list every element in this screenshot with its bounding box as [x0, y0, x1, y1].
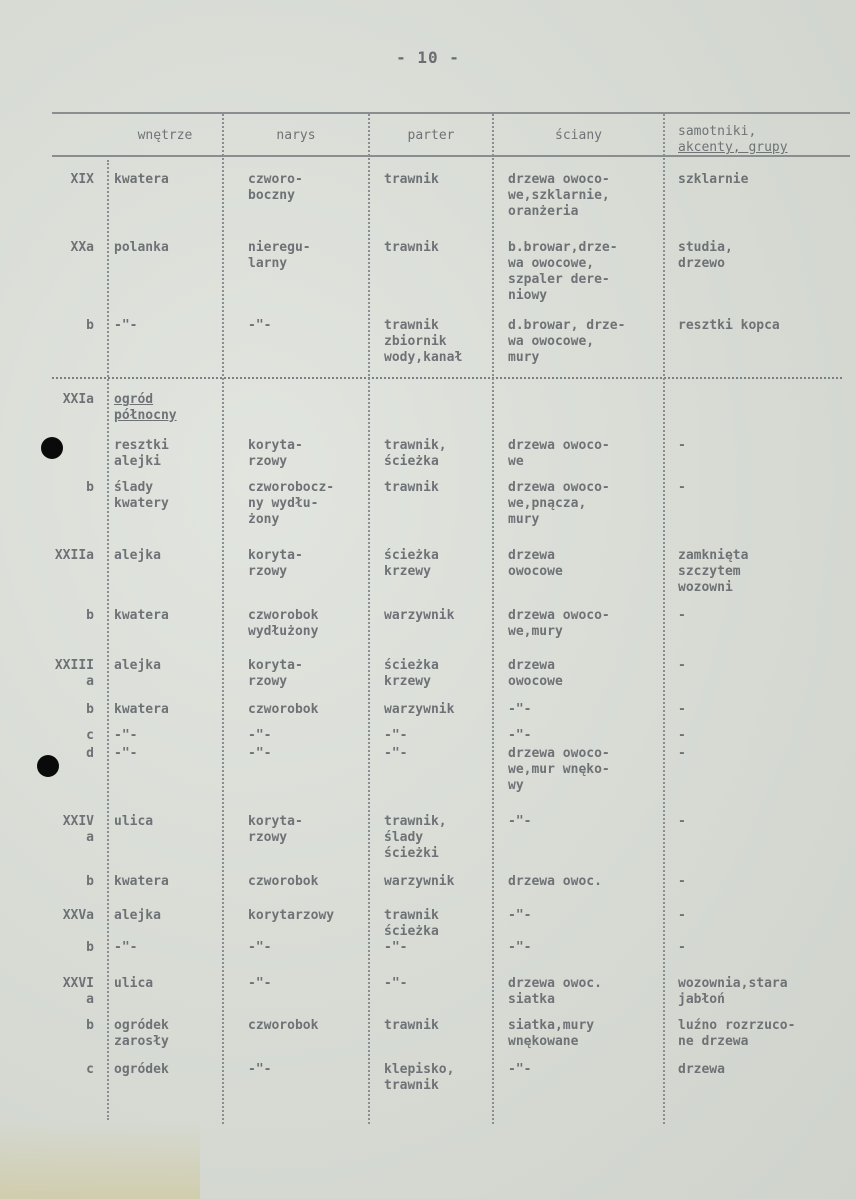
- cell-samotniki: wozownia,stara jabłoń: [678, 976, 788, 1007]
- cell-sciany: drzewa owoco- we,mury: [508, 608, 610, 639]
- cell-samotniki: -: [678, 940, 686, 955]
- cell-samotniki: -: [678, 480, 686, 495]
- cell-sciany: drzewa owoc. siatka: [508, 976, 602, 1007]
- cell-sciany: -"-: [508, 728, 532, 743]
- cell-parter: trawnik: [384, 480, 439, 495]
- cell-sciany: siatka,mury wnękowane: [508, 1018, 595, 1049]
- cell-samotniki: -: [678, 658, 686, 673]
- cell-wnetrze: resztki aleјki: [114, 438, 169, 469]
- cell-parter: warzywnik: [384, 874, 455, 889]
- cell-narys: -"-: [248, 728, 272, 743]
- row-label: XXa: [70, 240, 94, 255]
- cell-samotniki: -: [678, 908, 686, 923]
- cell-sciany: -"-: [508, 1062, 532, 1077]
- cell-narys: -"-: [248, 746, 272, 761]
- cell-samotniki: studia, drzewo: [678, 240, 733, 271]
- cell-wnetrze: -"-: [114, 318, 138, 333]
- cell-narys: -"-: [248, 976, 272, 991]
- punch-hole: [41, 437, 63, 459]
- row-label: b: [86, 874, 94, 889]
- cell-wnetrze: kwatera: [114, 702, 169, 717]
- cell-samotniki: -: [678, 746, 686, 761]
- cell-samotniki: luźno rozrzuco- ne drzewa: [678, 1018, 796, 1049]
- cell-parter: -"-: [384, 976, 408, 991]
- cell-parter: -"-: [384, 940, 408, 955]
- column-rule-4: [492, 114, 494, 1124]
- row-label: d: [86, 746, 94, 761]
- row-label: XXIIa: [54, 548, 94, 563]
- header-sciany: ściany: [555, 128, 602, 143]
- cell-parter: warzywnik: [384, 702, 455, 717]
- paper-stain: [0, 1120, 200, 1199]
- column-rule-1: [107, 160, 109, 1120]
- cell-sciany: -"-: [508, 908, 532, 923]
- cell-wnetrze: kwatera: [114, 172, 169, 187]
- cell-parter: trawnik: [384, 172, 439, 187]
- cell-sciany: drzewa owoco- we,pnącza, mury: [508, 480, 610, 527]
- row-label: c: [86, 728, 94, 743]
- row-label: b: [86, 940, 94, 955]
- cell-parter: trawnik: [384, 240, 439, 255]
- cell-wnetrze: kwatera: [114, 608, 169, 623]
- cell-sciany: b.browar,drze- wa owocowe, szpaler dere- niowy: [508, 240, 618, 303]
- header-wnetrze: wnętrze: [137, 128, 193, 143]
- cell-samotniki: -: [678, 814, 686, 829]
- cell-narys: korytarzowy: [248, 908, 335, 923]
- cell-narys: -"-: [248, 940, 272, 955]
- cell-samotniki: -: [678, 728, 686, 743]
- header-samotniki: [678, 124, 788, 156]
- cell-narys: czworobok wydłużony: [248, 608, 319, 639]
- cell-parter: -"-: [384, 746, 408, 761]
- cell-narys: nieregu- larny: [248, 240, 311, 271]
- row-label: XXVI a: [62, 976, 94, 1007]
- cell-parter: trawnik ścieżka: [384, 908, 439, 939]
- header-narys: narys: [276, 128, 316, 143]
- row-label: b: [86, 1018, 94, 1033]
- column-rule-2: [222, 114, 224, 1124]
- cell-parter: trawnik zbiornik wody,kanał: [384, 318, 463, 365]
- cell-wnetrze: ulica: [114, 976, 154, 991]
- row-label: b: [86, 480, 94, 495]
- cell-samotniki: -: [678, 608, 686, 623]
- cell-narys: czworobok: [248, 1018, 319, 1033]
- cell-sciany: -"-: [508, 940, 532, 955]
- cell-samotniki: -: [678, 874, 686, 889]
- column-rule-3: [368, 114, 370, 1124]
- header-samotniki-line2: akcenty, grupy: [678, 140, 788, 155]
- cell-narys: czworobok: [248, 874, 319, 889]
- cell-sciany: -"-: [508, 814, 532, 829]
- cell-wnetrze: -"-: [114, 728, 138, 743]
- cell-sciany: drzewa owocowe: [508, 548, 563, 579]
- cell-parter: ścieżka krzewy: [384, 548, 439, 579]
- cell-sciany: -"-: [508, 702, 532, 717]
- cell-wnetrze: alejka: [114, 908, 161, 923]
- cell-samotniki: drzewa: [678, 1062, 725, 1077]
- cell-narys: -"-: [248, 1062, 272, 1077]
- cell-narys: czworo- boczny: [248, 172, 303, 203]
- cell-parter: trawnik, ślady ścieżki: [384, 814, 447, 861]
- cell-narys: czworobok: [248, 702, 319, 717]
- row-label: XXIV a: [62, 814, 94, 845]
- cell-sciany: drzewa owoc.: [508, 874, 602, 889]
- cell-wnetrze: polanka: [114, 240, 169, 255]
- cell-sciany: drzewa owoco- we: [508, 438, 610, 469]
- cell-wnetrze: -"-: [114, 746, 138, 761]
- page-number: - 10 -: [396, 48, 460, 67]
- cell-sciany: drzewa owocowe: [508, 658, 563, 689]
- cell-samotniki: szklarnie: [678, 172, 749, 187]
- cell-narys: koryta- rzowy: [248, 548, 303, 579]
- cell-narys: koryta- rzowy: [248, 658, 303, 689]
- row-label: XXIa: [62, 392, 94, 407]
- cell-wnetrze: ogródek zarosły: [114, 1018, 169, 1049]
- cell-wnetrze: -"-: [114, 940, 138, 955]
- cell-sciany: drzewa owoco- we,mur wnęko- wy: [508, 746, 610, 793]
- row-label: c: [86, 1062, 94, 1077]
- cell-wnetrze: alejka: [114, 658, 161, 673]
- cell-wnetrze: kwatera: [114, 874, 169, 889]
- cell-parter: ścieżka krzewy: [384, 658, 439, 689]
- row-label: XXVa: [62, 908, 94, 923]
- cell-wnetrze: ogródek: [114, 1062, 169, 1077]
- cell-parter: warzywnik: [384, 608, 455, 623]
- cell-parter: trawnik, ścieżka: [384, 438, 447, 469]
- cell-wnetrze: alejka: [114, 548, 161, 563]
- cell-narys: czworobocz- ny wydłu- żony: [248, 480, 335, 527]
- row-label: b: [86, 608, 94, 623]
- cell-sciany: d.browar, drze- wa owocowe, mury: [508, 318, 626, 365]
- cell-samotniki: -: [678, 702, 686, 717]
- cell-parter: -"-: [384, 728, 408, 743]
- column-rule-5: [663, 114, 665, 1124]
- row-label: b: [86, 702, 94, 717]
- table-top-rule: [52, 112, 850, 114]
- cell-wnetrze: ślady kwatery: [114, 480, 169, 511]
- cell-sciany: drzewa owoco- we,szklarnie, oranżeria: [508, 172, 610, 219]
- cell-samotniki: zamknięta szczytem wozowni: [678, 548, 749, 595]
- row-label: b: [86, 318, 94, 333]
- cell-wnetrze: ogród północny: [114, 392, 177, 423]
- cell-parter: trawnik: [384, 1018, 439, 1033]
- section-divider: [52, 377, 842, 379]
- cell-samotniki: -: [678, 438, 686, 453]
- header-samotniki-line1: samotniki,: [678, 124, 757, 139]
- cell-narys: koryta- rzowy: [248, 814, 303, 845]
- cell-samotniki: resztki kopca: [678, 318, 780, 333]
- row-label: XXIII a: [54, 658, 94, 689]
- cell-narys: -"-: [248, 318, 272, 333]
- cell-parter: klepisko, trawnik: [384, 1062, 455, 1093]
- cell-narys: koryta- rzowy: [248, 438, 303, 469]
- row-label: XIX: [70, 172, 94, 187]
- header-parter: parter: [407, 128, 455, 143]
- cell-wnetrze: ulica: [114, 814, 154, 829]
